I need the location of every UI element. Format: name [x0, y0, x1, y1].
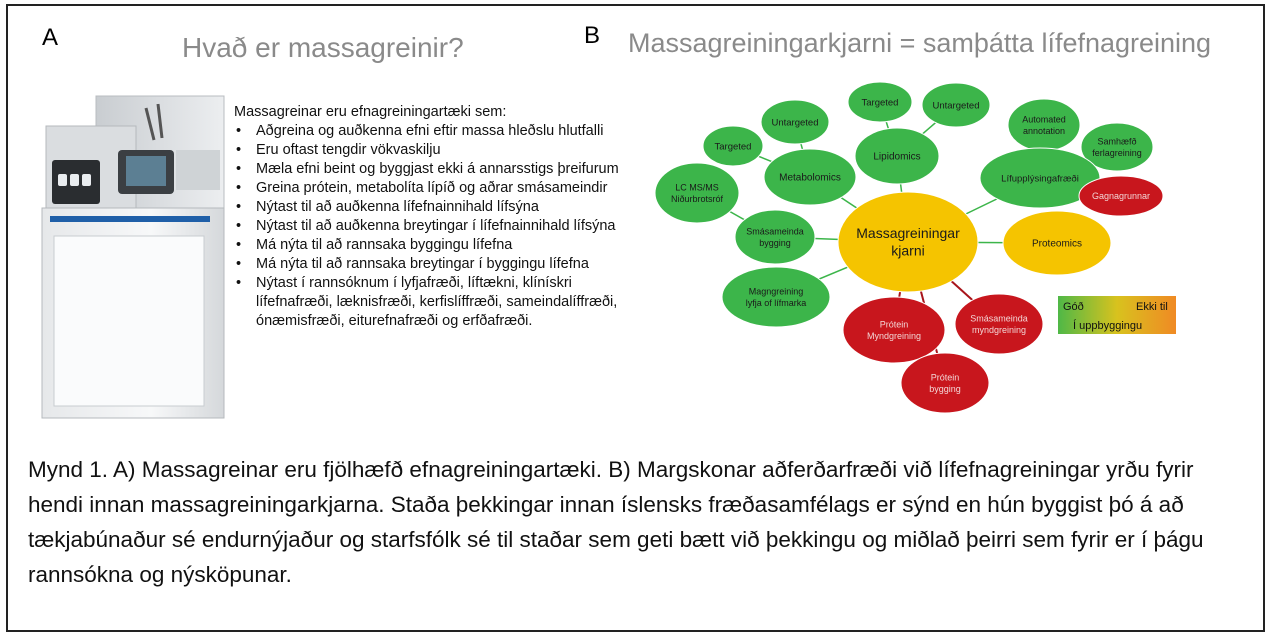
- panel-a-intro: Massagreinar eru efnagreiningartæki sem:: [234, 104, 507, 120]
- node-targeted-met: [703, 126, 763, 166]
- list-item: • Eru oftast tengdir vökvaskilju: [234, 141, 629, 160]
- node-label: kjarni: [891, 242, 925, 259]
- node-smasam-mynd: [955, 294, 1043, 354]
- legend: [1058, 296, 1176, 334]
- node-label: Automated: [1022, 114, 1066, 125]
- list-item: • Mæla efni beint og byggjast ekki á annarsstigs þreifurum: [234, 160, 629, 179]
- node-label: Prótein: [930, 372, 960, 383]
- node-label: Samhæfð: [1097, 136, 1137, 147]
- core-facility-diagram: [630, 80, 1250, 425]
- list-item: • Nýtast til að auðkenna lífefnainnihald lífsýna: [234, 198, 629, 217]
- node-label: bygging: [929, 383, 961, 394]
- node-label: Smásameinda: [970, 313, 1028, 324]
- node-proteomics: [1003, 211, 1111, 275]
- node-label: Niðurbrotsróf: [670, 193, 724, 204]
- node-gagnagrunnar: [1079, 176, 1163, 216]
- node-automated: [1008, 99, 1080, 151]
- node-label: Myndgreining: [866, 330, 922, 341]
- list-item: • Má nýta til að rannsaka breytingar í byggingu lífefna: [234, 255, 629, 274]
- node-targeted-top: [848, 82, 912, 122]
- node-label: Untargeted: [771, 117, 819, 129]
- node-label: Lífupplýsingafræði: [1001, 173, 1079, 185]
- node-label: Prótein: [879, 319, 909, 330]
- node-magngreining: [722, 267, 830, 327]
- node-label: Lipidomics: [873, 151, 921, 163]
- node-label: annotation: [1022, 125, 1066, 136]
- node-label: Metabolomics: [779, 172, 841, 184]
- node-label: Proteomics: [1031, 238, 1083, 250]
- node-label: bygging: [759, 237, 791, 248]
- legend-good: Góð: [1063, 301, 1084, 313]
- node-untargeted-top: [922, 83, 990, 127]
- node-label: Massagreiningar: [856, 225, 960, 242]
- node-label: Targeted: [714, 141, 752, 153]
- mass-spectrometer-image: [36, 90, 226, 420]
- panel-a-label: A: [42, 24, 59, 51]
- panel-b-title: Massagreiningarkjarni = samþátta lífefnagreining: [628, 28, 1212, 58]
- legend-building: Í uppbyggingu: [1073, 320, 1143, 332]
- node-label: ferlagreining: [1092, 147, 1142, 158]
- node-metabolomics: [764, 149, 856, 205]
- panel-b-label: B: [584, 22, 601, 49]
- legend-none: Ekki til: [1136, 301, 1168, 313]
- node-label: Magngreining: [748, 286, 804, 297]
- list-item: • Greina prótein, metabolíta lípíð og aðrar smásameindir: [234, 179, 629, 198]
- list-item: • Nýtast til að auðkenna breytingar í lífefnainnihald lífsýna: [234, 217, 629, 236]
- node-label: myndgreining: [971, 324, 1027, 335]
- node-lcms: [655, 163, 739, 223]
- list-item: • Aðgreina og auðkenna efni eftir massa hleðslu hlutfalli: [234, 122, 629, 141]
- node-smasam-bygging: [735, 210, 815, 264]
- node-center: [838, 192, 978, 292]
- node-label: Untargeted: [932, 100, 980, 112]
- panel-a-bullet-list: [234, 122, 629, 331]
- node-label: lyfja of lífmarka: [745, 297, 807, 308]
- panel-a-title: Hvað er massagreinir?: [182, 32, 464, 63]
- node-label: Targeted: [861, 97, 899, 109]
- node-protein-mynd: [843, 297, 945, 363]
- node-lipidomics: [855, 128, 939, 184]
- node-untargeted-met: [761, 100, 829, 144]
- list-item: • Má nýta til að rannsaka byggingu lífefna: [234, 236, 629, 255]
- node-protein-bygging: [901, 353, 989, 413]
- list-item: • Nýtast í rannsóknum í lyfjafræði, líftækni, klínískri lífefnafræði, læknisfræði, kerfislíffræði, sameindalíffræði, ónæmisfræði, eiturefnafræði og erfðafræði.: [234, 274, 629, 331]
- node-label: Smásameinda: [746, 226, 804, 237]
- figure-caption: Mynd 1. A) Massagreinar eru fjölhæfð efnagreiningartæki. B) Margskonar aðferðarfræði við lífefnagreiningar yrðu fyrir hendi innan massagreiningarkjarna. Staða þekkingar innan íslensks fræðasamfélags er sýnd en hún byggist þó á að tækjabúnaður sé endurnýjaður og starfsfólk sé til staðar sem geti bætt við þekkingu og miðlað þeirri sem fyrir er í þágu rannsókna og nýsköpunar.: [28, 457, 1204, 587]
- node-label: LC MS/MS: [675, 182, 719, 193]
- node-label: Gagnagrunnar: [1091, 191, 1151, 202]
